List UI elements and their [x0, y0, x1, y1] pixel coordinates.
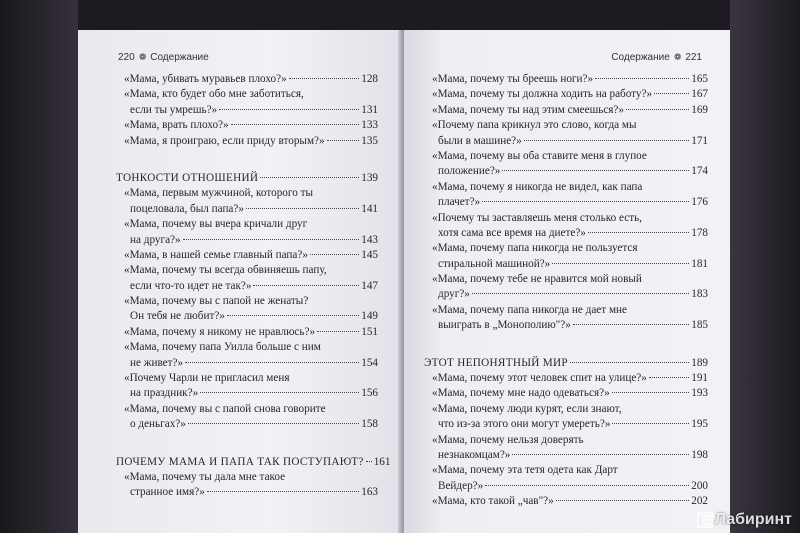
toc-entry-line: [116, 279, 378, 294]
right-running-header: [611, 52, 702, 63]
left-header-title: Содержание: [150, 52, 209, 63]
dot-leader: [573, 324, 689, 325]
right-page-number: 221: [685, 52, 702, 63]
toc-entry-text: если ты умрешь?»: [130, 103, 218, 116]
left-running-header: [118, 52, 209, 63]
toc-entry-line: [116, 134, 378, 149]
dot-leader: [485, 485, 689, 486]
toc-entry-line: [424, 371, 708, 386]
toc-entry-text: «Мама, я проиграю, если приду вторым?»: [124, 134, 325, 147]
toc-entry-line: [116, 340, 378, 355]
toc-section-heading: [116, 455, 391, 470]
toc-entry-text: «Почему ты заставляешь меня столько есть,: [432, 211, 642, 224]
toc-page-number: 171: [691, 134, 708, 147]
toc-entry-line: [424, 118, 708, 133]
toc-entry-text: хотя сама все время на диете?»: [438, 226, 586, 239]
dot-leader: [246, 208, 359, 209]
toc-page-number: 158: [361, 418, 378, 431]
toc-entry-text: поцеловала, был папа?»: [130, 202, 244, 215]
dot-leader: [626, 109, 689, 110]
toc-entry-line: [116, 485, 378, 500]
toc-entry-text: «Почему Чарли не пригласил меня: [124, 372, 290, 385]
toc-entry-text: положение?»: [438, 165, 501, 178]
toc-entry-line: [424, 195, 708, 210]
toc-page-number: 191: [691, 372, 708, 385]
toc-entry-line: [424, 386, 708, 401]
background-left: [0, 0, 78, 533]
toc-page-number: 139: [361, 171, 378, 184]
toc-page-number: 141: [361, 202, 378, 215]
dot-leader: [289, 78, 360, 79]
dot-leader: [552, 263, 689, 264]
left-page-number: 220: [118, 52, 135, 63]
dot-leader: [260, 177, 359, 178]
toc-entry-text: стиральной машиной?»: [438, 257, 551, 270]
toc-entry-text: «Мама, почему вы с папой не женаты?: [124, 295, 309, 308]
toc-entry-text: «Мама, почему мне надо одеваться?»: [432, 387, 610, 400]
dot-leader: [327, 140, 360, 141]
toc-entry-line: [424, 479, 708, 494]
toc-entry-line: [424, 402, 708, 417]
toc-entry-text: «Почему папа крикнул это слово, когда мы: [432, 119, 637, 132]
toc-page-number: 156: [361, 387, 378, 400]
background-right: [730, 0, 800, 533]
dot-leader: [366, 461, 372, 462]
toc-entry-line: [116, 118, 378, 133]
watermark-text: Лабиринт: [714, 511, 792, 528]
toc-page-number: 161: [373, 455, 391, 468]
toc-entry-line: [424, 303, 708, 318]
dot-leader: [253, 285, 359, 286]
toc-page-number: 202: [691, 495, 708, 508]
toc-entry-line: [116, 356, 378, 371]
toc-entry-text: «Мама, почему ты над этим смеешься?»: [432, 103, 624, 116]
dot-leader: [207, 491, 359, 492]
toc-entry-line: [424, 463, 708, 478]
toc-page-number: 193: [691, 387, 708, 400]
toc-entry-text: не живет?»: [130, 356, 184, 369]
right-toc-list: [424, 72, 708, 510]
toc-entry-text: Вейдер?»: [438, 479, 484, 492]
toc-page-number: 149: [361, 310, 378, 323]
toc-entry-line: [116, 233, 378, 248]
toc-entry-line: [424, 241, 708, 256]
toc-entry-text: «Мама, убивать муравьев плохо?»: [124, 73, 287, 85]
toc-entry-text: «Мама, почему вы вчера кричали друг: [124, 218, 308, 231]
dot-leader: [317, 331, 359, 332]
toc-entry-line: [424, 257, 708, 272]
toc-entry-text: «Мама, почему этот человек спит на улице?»: [432, 372, 647, 385]
toc-entry-text: плачет?»: [438, 196, 481, 209]
toc-entry-line: [424, 164, 708, 179]
dot-leader: [472, 293, 689, 294]
dot-leader: [188, 423, 359, 424]
toc-entry-line: [116, 72, 378, 87]
toc-entry-line: [116, 294, 378, 309]
toc-entry-text: «Мама, первым мужчиной, которого ты: [124, 187, 313, 200]
toc-entry-line: [116, 263, 378, 278]
toc-entry-line: [424, 134, 708, 149]
toc-entry-text: «Мама, почему вы с папой снова говорите: [124, 402, 326, 415]
toc-entry-text: странное имя?»: [130, 486, 205, 499]
toc-entry-line: [424, 103, 708, 118]
toc-entry-line: [424, 494, 708, 509]
dot-leader: [612, 392, 690, 393]
dot-leader: [588, 232, 689, 233]
dot-leader: [649, 377, 689, 378]
watermark: [697, 511, 792, 529]
toc-entry-text: ТОНКОСТИ ОТНОШЕНИЙ: [116, 171, 259, 184]
toc-entry-text: «Мама, почему ты всегда обвиняешь папу,: [124, 264, 327, 277]
right-page: [404, 30, 730, 533]
toc-entry-line: [424, 226, 708, 241]
toc-entry-line: [424, 287, 708, 302]
toc-page-number: 147: [361, 279, 378, 292]
dot-leader: [556, 500, 690, 501]
toc-page-number: 131: [361, 103, 378, 116]
toc-page-number: 181: [691, 257, 708, 270]
toc-entry-text: «Мама, почему тебе не нравится мой новый: [432, 273, 642, 286]
toc-page-number: 151: [361, 325, 378, 338]
toc-entry-text: «Мама, почему вы оба ставите меня в глупое: [432, 149, 647, 162]
toc-entry-text: «Мама, кто будет обо мне заботиться,: [124, 88, 304, 101]
toc-page-number: 154: [361, 356, 378, 369]
toc-entry-text: ЭТОТ НЕПОНЯТНЫЙ МИР: [424, 356, 568, 369]
toc-entry-text: если что-то идет не так?»: [130, 279, 252, 292]
dot-leader: [524, 140, 689, 141]
dot-leader: [183, 239, 360, 240]
toc-page-number: 163: [361, 486, 378, 499]
toc-entry-line: [116, 325, 378, 340]
toc-entry-text: были в машине?»: [438, 134, 522, 147]
toc-entry-text: «Мама, почему я никогда не видел, как папа: [432, 180, 643, 193]
toc-entry-line: [424, 87, 708, 102]
toc-entry-text: незнакомцам?»: [438, 448, 511, 461]
toc-entry-line: [116, 202, 378, 217]
toc-entry-line: [116, 103, 378, 118]
toc-entry-line: [116, 87, 378, 102]
toc-entry-text: выиграть в „Монополию"?»: [438, 319, 571, 332]
toc-section-heading: [424, 356, 708, 371]
ornament-icon: ❁: [138, 52, 147, 62]
toc-entry-line: [116, 417, 378, 432]
toc-section-heading: [116, 171, 378, 186]
toc-entry-text: на праздник?»: [130, 387, 199, 400]
toc-entry-text: ПОЧЕМУ МАМА И ПАПА ТАК ПОСТУПАЮТ?: [116, 455, 364, 468]
dot-leader: [310, 254, 359, 255]
toc-entry-text: «Мама, кто такой „чав"?»: [432, 495, 554, 508]
dot-leader: [512, 454, 689, 455]
toc-entry-line: [116, 386, 378, 401]
dot-leader: [595, 78, 689, 79]
toc-entry-text: на друга?»: [130, 233, 181, 246]
toc-entry-line: [424, 448, 708, 463]
dot-leader: [502, 170, 689, 171]
background-top: [0, 0, 800, 30]
dot-leader: [231, 124, 360, 125]
toc-page-number: 178: [691, 226, 708, 239]
toc-page-number: 195: [691, 418, 708, 431]
toc-page-number: 128: [361, 73, 378, 85]
toc-page-number: 165: [691, 73, 708, 85]
toc-entry-line: [116, 402, 378, 417]
toc-entry-text: «Мама, почему нельзя доверять: [432, 433, 584, 446]
section-gap: [424, 334, 708, 356]
toc-page-number: 185: [691, 319, 708, 332]
left-page: [78, 30, 401, 533]
toc-page-number: 174: [691, 165, 708, 178]
section-gap: [116, 149, 378, 171]
toc-entry-text: «Мама, почему люди курят, если знают,: [432, 402, 622, 415]
toc-entry-line: [116, 217, 378, 232]
toc-entry-text: «Мама, в нашей семье главный папа?»: [124, 248, 308, 261]
toc-entry-line: [116, 248, 378, 263]
dot-leader: [570, 362, 689, 363]
toc-entry-text: о деньгах?»: [130, 418, 186, 431]
toc-entry-line: [424, 180, 708, 195]
dot-leader: [219, 109, 359, 110]
toc-page-number: 143: [361, 233, 378, 246]
toc-page-number: 145: [361, 248, 378, 261]
toc-entry-line: [424, 149, 708, 164]
dot-leader: [185, 362, 359, 363]
toc-page-number: 135: [361, 134, 378, 147]
toc-entry-line: [424, 318, 708, 333]
toc-page-number: 189: [691, 356, 708, 369]
toc-entry-text: «Мама, почему ты бреешь ноги?»: [432, 73, 594, 85]
toc-page-number: 198: [691, 448, 708, 461]
toc-entry-text: «Мама, почему папа никогда не дает мне: [432, 303, 627, 316]
left-toc-list: [116, 72, 391, 501]
toc-entry-text: что из-за этого они могут умереть?»: [438, 418, 611, 431]
dot-leader: [482, 201, 689, 202]
toc-entry-line: [424, 272, 708, 287]
dot-leader: [200, 392, 359, 393]
toc-page-number: 167: [691, 88, 708, 101]
dot-leader: [654, 93, 689, 94]
toc-page-number: 176: [691, 196, 708, 209]
toc-entry-line: [424, 417, 708, 432]
toc-page-number: 200: [691, 479, 708, 492]
toc-entry-line: [116, 309, 378, 324]
section-gap: [116, 433, 378, 455]
toc-entry-line: [424, 211, 708, 226]
dot-leader: [612, 423, 689, 424]
toc-entry-line: [116, 470, 378, 485]
toc-entry-line: [116, 371, 378, 386]
toc-entry-text: «Мама, почему ты дала мне такое: [124, 470, 286, 483]
toc-entry-text: «Мама, почему ты должна ходить на работу?»: [432, 88, 653, 101]
toc-page-number: 169: [691, 103, 708, 116]
toc-entry-line: [424, 72, 708, 87]
toc-entry-text: «Мама, почему я никому не нравлюсь?»: [124, 325, 316, 338]
toc-entry-text: «Мама, почему папа никогда не пользуется: [432, 242, 638, 255]
right-header-title: Содержание: [611, 52, 670, 63]
toc-entry-text: «Мама, врать плохо?»: [124, 119, 229, 132]
ornament-icon: ❁: [673, 52, 682, 62]
toc-entry-text: Он тебя не любит?»: [130, 310, 225, 323]
toc-entry-text: друг?»: [438, 288, 470, 301]
dot-leader: [227, 315, 359, 316]
toc-entry-line: [116, 186, 378, 201]
toc-entry-text: «Мама, почему эта тетя одета как Дарт: [432, 464, 618, 477]
toc-entry-text: «Мама, почему папа Уилла больше с ним: [124, 341, 321, 354]
labyrinth-logo-icon: [697, 512, 713, 528]
toc-page-number: 183: [691, 288, 708, 301]
toc-page-number: 133: [361, 119, 378, 132]
toc-entry-line: [424, 433, 708, 448]
